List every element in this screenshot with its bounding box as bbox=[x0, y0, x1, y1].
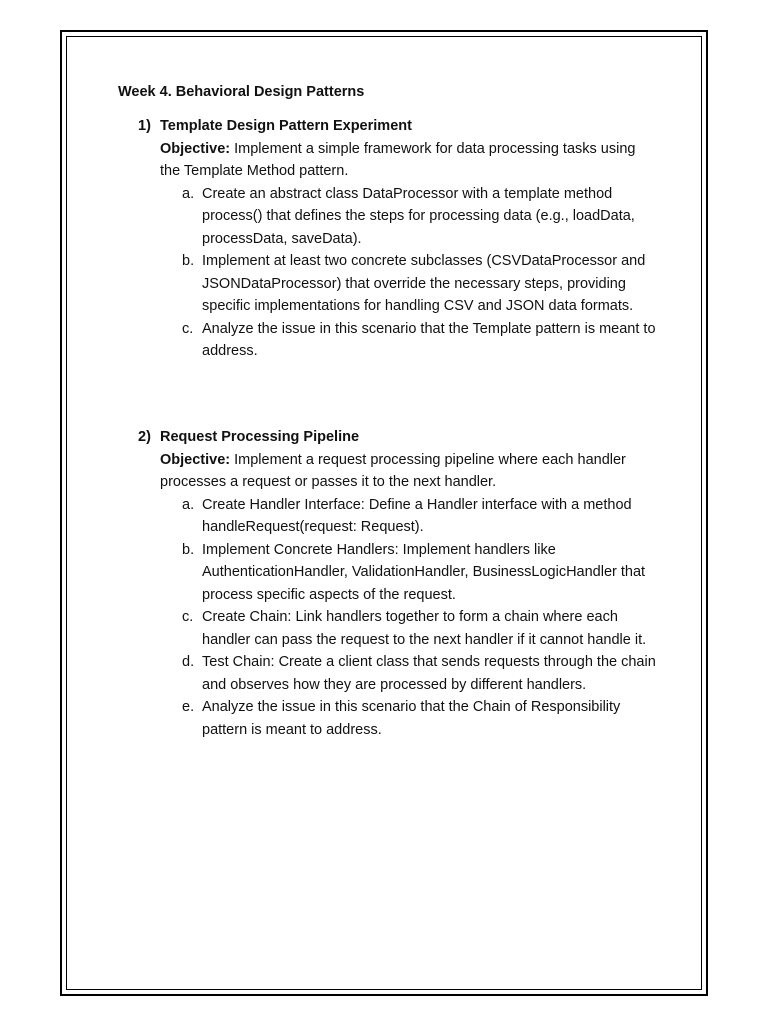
task-item bbox=[182, 539, 658, 607]
objective-label: Objective: bbox=[160, 451, 231, 468]
section-request-pipeline bbox=[138, 426, 658, 741]
task-letter: d. bbox=[182, 654, 195, 670]
task-letter: c. bbox=[182, 320, 194, 337]
section-title: Request Processing Pipeline bbox=[160, 429, 360, 445]
section-template-pattern bbox=[138, 115, 658, 363]
task-letter: b. bbox=[182, 541, 195, 558]
task-item bbox=[182, 250, 658, 318]
objective-label: Objective: bbox=[160, 140, 231, 157]
objective-text: Implement a simple framework for data processing tasks using the Template Method pattern. bbox=[160, 140, 636, 179]
task-text: Implement Concrete Handlers: Implement handlers like AuthenticationHandler, ValidationHandler, BusinessLogicHandler that process specific aspects of the request. bbox=[202, 541, 646, 603]
section-title: Template Design Pattern Experiment bbox=[160, 118, 412, 134]
task-list bbox=[138, 494, 658, 742]
task-item bbox=[182, 494, 658, 539]
task-letter: a. bbox=[182, 496, 195, 513]
section-heading bbox=[138, 426, 658, 449]
section-number: 2) bbox=[138, 429, 151, 445]
objective-paragraph bbox=[138, 138, 658, 183]
task-text: Create Chain: Link handlers together to form a chain where each handler can pass the request to the next handler if it cannot handle it. bbox=[202, 609, 647, 648]
task-text: Analyze the issue in this scenario that the Template pattern is meant to address. bbox=[202, 320, 656, 359]
task-text: Test Chain: Create a client class that sends requests through the chain and observes how they are processed by different handlers. bbox=[202, 654, 656, 693]
task-letter: a. bbox=[182, 185, 195, 202]
task-text: Create Handler Interface: Define a Handler interface with a method handleRequest(request: Request). bbox=[202, 496, 632, 535]
objective-text: Implement a request processing pipeline where each handler processes a request or passes it to the next handler. bbox=[160, 451, 626, 490]
task-item bbox=[182, 696, 658, 741]
task-text: Analyze the issue in this scenario that the Chain of Responsibility pattern is meant to address. bbox=[202, 699, 621, 738]
task-letter: c. bbox=[182, 609, 194, 625]
task-letter: b. bbox=[182, 253, 195, 269]
task-item bbox=[182, 183, 658, 251]
task-item bbox=[182, 651, 658, 696]
page-title: Week 4. Behavioral Design Patterns bbox=[118, 84, 365, 100]
task-item bbox=[182, 318, 658, 363]
task-list bbox=[138, 183, 658, 363]
task-text: Create an abstract class DataProcessor with a template method process() that defines the steps for processing data (e.g., loadData, processData, saveData). bbox=[202, 185, 635, 247]
task-letter: e. bbox=[182, 699, 195, 715]
section-heading bbox=[138, 115, 658, 138]
objective-paragraph bbox=[138, 449, 658, 494]
section-number: 1) bbox=[138, 118, 151, 134]
task-text: Implement at least two concrete subclasses (CSVDataProcessor and JSONDataProcessor) that override the necessary steps, providing specific implementations for handling CSV and JSON data formats. bbox=[202, 253, 646, 314]
task-item bbox=[182, 606, 658, 651]
